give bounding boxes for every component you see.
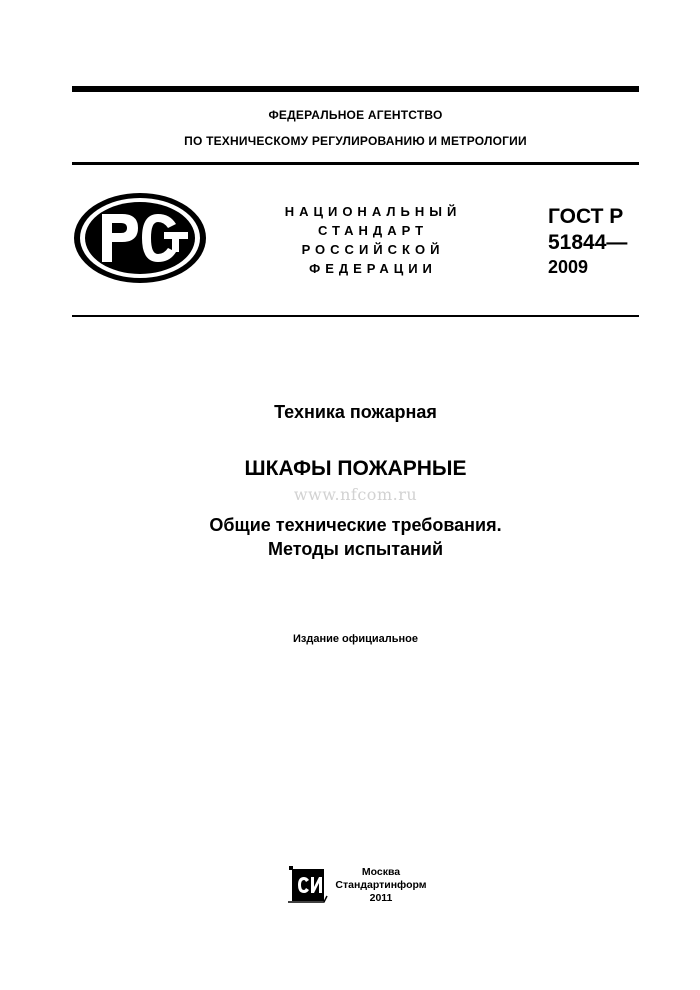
imprint-city: Москва — [361, 866, 401, 878]
standartinform-logo-icon — [288, 866, 328, 904]
header-divider — [72, 162, 639, 165]
standard-number: 51844— — [548, 231, 628, 254]
subtitle-line: Общие технические требования. — [209, 515, 502, 535]
top-rule — [72, 86, 639, 92]
standard-type-line: СТАНДАРТ — [317, 223, 429, 238]
document-title: ШКАФЫ ПОЖАРНЫЕ — [244, 457, 467, 480]
standard-type — [268, 202, 478, 278]
imprint-year: 2011 — [369, 892, 393, 904]
agency-name-line2: ПО ТЕХНИЧЕСКОМУ РЕГУЛИРОВАНИЮ И МЕТРОЛОГИИ — [184, 134, 527, 148]
document-field: Техника пожарная — [274, 402, 437, 422]
standard-designation-block — [548, 204, 627, 278]
imprint — [329, 866, 433, 905]
standard-type-line: ФЕДЕРАЦИИ — [309, 261, 437, 276]
standard-type-line: НАЦИОНАЛЬНЫЙ — [284, 204, 462, 219]
standard-type-line: РОССИЙСКОЙ — [301, 242, 445, 257]
document-subtitle — [72, 513, 639, 561]
agency-name-line1: ФЕДЕРАЛЬНОЕ АГЕНТСТВО — [268, 108, 443, 122]
standard-designation: ГОСТ Р — [548, 205, 624, 228]
imprint-publisher: Стандартинформ — [335, 879, 427, 891]
rst-certification-mark-icon — [72, 190, 208, 286]
title-divider — [72, 315, 639, 317]
edition-note: Издание официальное — [292, 633, 419, 645]
watermark: www.nfcom.ru — [293, 485, 418, 504]
subtitle-line: Методы испытаний — [267, 539, 444, 559]
standard-year: 2009 — [548, 257, 589, 277]
